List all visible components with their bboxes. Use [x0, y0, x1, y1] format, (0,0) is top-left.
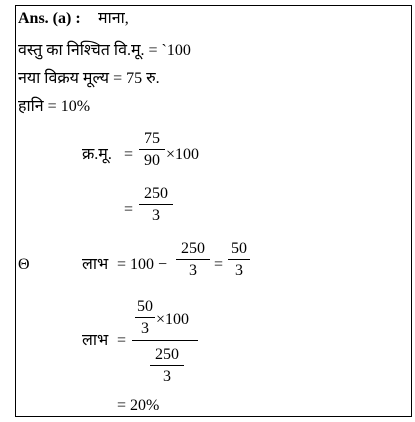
step4-denominator-denominator: 3 [163, 368, 171, 385]
cost-price-label: क्र.मू. [82, 146, 112, 163]
step2-denominator: 3 [152, 207, 160, 224]
step2-numerator: 250 [144, 185, 168, 202]
step2-fraction [139, 185, 173, 224]
step4-denominator-numerator: 250 [155, 346, 179, 363]
solution-box [15, 5, 412, 417]
step4-inner-denominator: 3 [141, 320, 149, 337]
step4-times-100: ×100 [156, 311, 190, 328]
step4-equals: = [117, 332, 127, 349]
given-fixed-cost: वस्तु का निश्चित वि.मू. = `100 [18, 42, 191, 59]
step4-denominator-fraction [150, 346, 184, 385]
final-result: = 20% [117, 397, 160, 414]
step1-times-100: ×100 [166, 146, 200, 163]
step4-inner-fraction [135, 298, 155, 337]
step2-equals: = [124, 201, 134, 218]
answer-label: Ans. (a) : [18, 10, 81, 27]
step3-fraction-b [228, 240, 250, 279]
step3-equals-100-minus: = 100 − [117, 256, 168, 273]
step1-denominator: 90 [144, 152, 160, 169]
profit-label: लाभ [82, 256, 109, 273]
given-loss: हानि = 10% [18, 98, 91, 115]
step3-denominator-b: 3 [235, 262, 243, 279]
fraction-bar [139, 204, 173, 205]
step1-numerator: 75 [144, 130, 160, 147]
step3-numerator-a: 250 [181, 240, 205, 257]
fraction-bar [228, 259, 250, 260]
step1-fraction [139, 130, 165, 169]
fraction-bar [176, 259, 210, 260]
profit-label-2: लाभ [82, 332, 109, 349]
step3-equals-2: = [214, 256, 224, 273]
since-symbol: Θ [18, 256, 30, 273]
fraction-bar [139, 149, 165, 150]
answer-intro: माना, [98, 10, 129, 27]
fraction-bar [135, 317, 155, 318]
fraction-bar [150, 365, 184, 366]
step3-fraction-a [176, 240, 210, 279]
main-fraction-bar [132, 340, 198, 341]
step1-equals: = [124, 146, 134, 163]
step4-inner-numerator: 50 [137, 298, 153, 315]
given-new-selling-price: नया विक्रय मूल्य = 75 रु. [18, 70, 160, 87]
step3-numerator-b: 50 [231, 240, 247, 257]
step3-denominator-a: 3 [189, 262, 197, 279]
